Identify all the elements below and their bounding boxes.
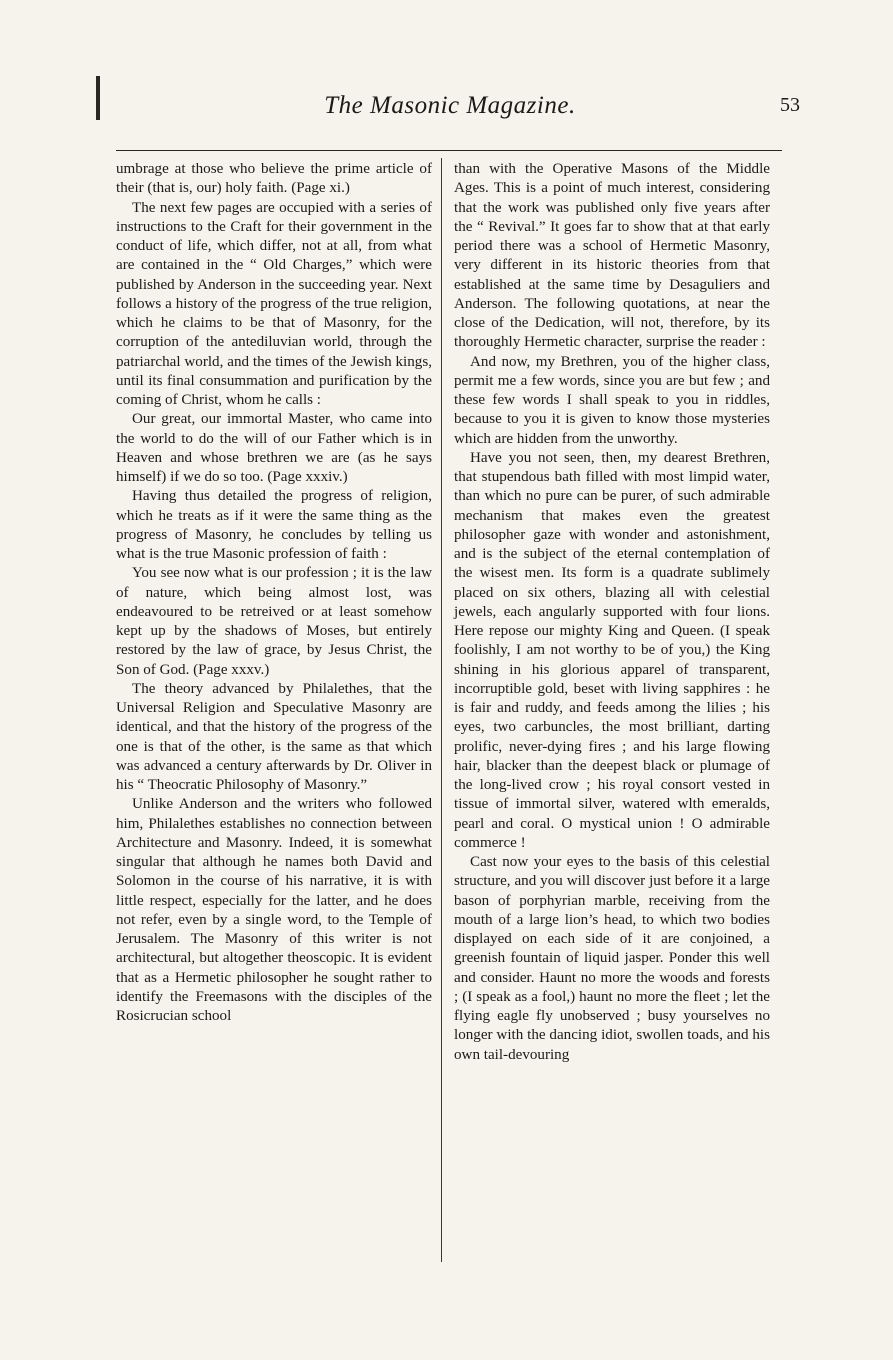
paragraph: And now, my Brethren, you of the higher class, permit me a few words, since you are but few ; and these few words I shall speak to you in riddles, because to you it is given to know those mysteries which are hidden from the unworthy. [454, 353, 770, 447]
paragraph: Have you not seen, then, my dearest Brethren, that stupendous bath filled with most limpid water, than which no pure can be purer, of such admirable mechanism that makes even the greatest philosopher gaze with wonder and astonishment, and is the subject of the eternal contemplation of the wisest men. Its form is a quadrate sublimely placed on six others, blazing all with celestial jewels, each angularly supported with four lions. Here repose our mighty King and Queen. (I speak foolishly, I am not worthy to be of you,) the King shining in his glorious apparel of transparent, incorruptible gold, beset with living sapphires : he is fair and ruddy, and feeds among the lilies ; his eyes, two carbuncles, the most brilliant, darting prolific, never-dying fires ; and his large flowing hair, blacker than the deepest black or plumage of the long-lived crow ; his royal consort vested in tissue of immortal silver, watered wlth emeralds, pearl and coral. O mystical union ! O admirable commerce ! [454, 449, 770, 851]
paragraph: Having thus detailed the progress of religion, which he treats as if it were the same thing as the progress of Masonry, he concludes by telling us what is the true Masonic profession of faith : [116, 488, 432, 562]
header-rule [116, 150, 782, 151]
paragraph: Our great, our immortal Master, who came into the world to do the will of our Father which is in Heaven and whose brethren we are (as he says himself) if we do so too. (Page xxxiv.) [116, 411, 432, 485]
running-title: The Masonic Magazine. [324, 92, 576, 119]
left-column [116, 160, 432, 1026]
right-column [454, 160, 770, 1065]
page-header [100, 92, 800, 122]
paragraph: The next few pages are occupied with a series of instructions to the Craft for their government in the conduct of life, which differ, not at all, from what are contained in the “ Old Charges,” which were published by Anderson in the succeeding year. Next follows a history of the progress of the true religion, which he claims to be that of Masonry, for the corruption of the antediluvian world, through the patriarchal world, and the times of the Jewish kings, until its final consummation and purification by the coming of Christ, whom he calls : [116, 199, 432, 408]
column-divider [441, 158, 442, 1262]
paragraph: Unlike Anderson and the writers who followed him, Philalethes establishes no connection between Architecture and Masonry. Indeed, it is somewhat singular that although he names both David and Solomon in the course of his narrative, it is with little respect, especially for the latter, and he does not refer, even by a single word, to the Temple of Jerusalem. The Masonry of this writer is not architectural, but altogether theoscopic. It is evident that as a Hermetic philosopher he sought rather to identify the Freemasons with the disciples of the Rosicrucian school [116, 796, 432, 1024]
paragraph: You see now what is our profession ; it is the law of nature, which being almost lost, was endeavoured to be retreived or at least somehow kept up by the shadows of Moses, but entirely restored by the law of grace, by Jesus Christ, the Son of God. (Page xxxv.) [116, 565, 432, 678]
page-number: 53 [780, 94, 800, 116]
paragraph: umbrage at those who believe the prime article of their (that is, our) holy faith. (Page xi.) [116, 161, 432, 197]
paragraph: than with the Operative Masons of the Middle Ages. This is a point of much interest, considering that the work was published only five years after the “ Revival.” It goes far to show that at that early period there was a school of Hermetic Masonry, very different in its historic theories from that established at the same time by Desaguliers and Anderson. The following quotations, at near the close of the Dedication, will not, therefore, by its thoroughly Hermetic character, surprise the reader : [454, 161, 770, 351]
paragraph: The theory advanced by Philalethes, that the Universal Religion and Speculative Masonry are identical, and that the history of the progress of the one is that of the other, is the same as that which was advanced a century afterwards by Dr. Oliver in his “ Theocratic Philosophy of Masonry.” [116, 680, 432, 793]
paragraph: Cast now your eyes to the basis of this celestial structure, and you will discover just before it a large bason of porphyrian marble, receiving from the mouth of a large lion’s head, to which two bodies displayed on each side of it are conjoined, a greenish fountain of liquid jasper. Ponder this well and consider. Haunt no more the woods and forests ; (I speak as a fool,) haunt no more the fleet ; let the flying eagle fly unobserved ; busy yourselves no longer with the dancing idiot, swollen toads, and his own tail-devouring [454, 854, 770, 1063]
